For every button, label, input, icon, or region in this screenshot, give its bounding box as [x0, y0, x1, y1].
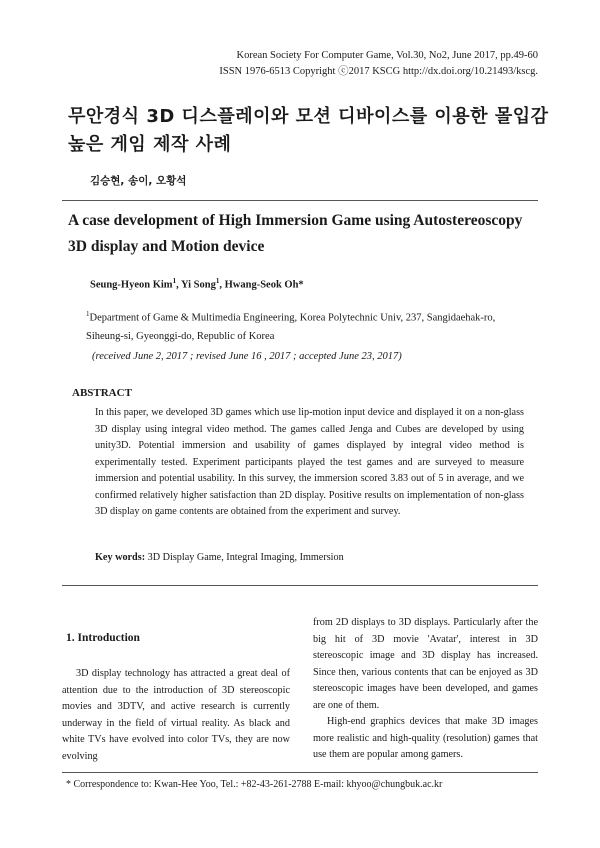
journal-header-line1: Korean Society For Computer Game, Vol.30, No2, June 2017, pp.49-60: [236, 50, 538, 61]
korean-title-line2: 높은 게임 제작 사례: [68, 134, 232, 155]
keywords-label: Key words:: [95, 552, 146, 563]
author-name: Hwang-Seok Oh*: [224, 279, 304, 291]
paragraph: 3D display technology has attracted a great deal of attention due to the introduction of 3D stereoscopic movies and 3DTV, and active research is currently underway in the field of virtual reality. As black and white TVs have evolved into color TVs, they are now evolving: [62, 668, 290, 762]
section-heading-introduction: 1. Introduction: [66, 632, 140, 644]
paragraph: High-end graphics devices that make 3D images more realistic and high-quality (resolution) games that use them are popular among gamers.: [313, 716, 538, 760]
paragraph: from 2D displays to 3D displays. Particularly after the big hit of 3D movie 'Avatar', interest in 3D stereoscopic image and 3D display has increased. Since then, various contents that can be enjoyed as 3D stereoscopic images have been developed, and games are one of them.: [313, 617, 538, 711]
journal-header-line2: ISSN 1976-6513 Copyright ⓒ2017 KSCG http://dx.doi.org/10.21493/kscg.: [219, 66, 538, 77]
english-title: A case development of High Immersion Game using Autostereoscopy 3D display and Motion device: [68, 212, 523, 255]
affiliation: [86, 305, 506, 346]
journal-header: [219, 48, 538, 80]
keywords: [95, 552, 344, 563]
author-affiliation-mark: 1: [215, 277, 220, 285]
abstract-heading: ABSTRACT: [72, 387, 132, 399]
abstract-divider: [62, 585, 538, 586]
title-divider: [62, 200, 538, 201]
korean-authors: 김승현, 송이, 오황석: [90, 175, 187, 187]
footnote-divider: [62, 772, 538, 773]
english-authors: Seung-Hyeon Kim$^1$, Yi Song$^1$, Hwang-Seok Oh*: [90, 277, 304, 291]
author-name: Seung-Hyeon Kim: [90, 279, 173, 291]
abstract-body: In this paper, we developed 3D games which use lip-motion input device and displayed it on a non-glass 3D display using integral video method. The games called Jenga and Cubes are developed by using unity3D. Potential immersion and usability of games displayed by integral video method is experimentally tested. Experiment participants played the test games and are surveyed to measure immersion and potential usability. In this survey, the immersion scored 3.83 out of 5 in average, and we confirmed relatively higher satisfaction than 2D display. Positive results on implementation of non-glass 3D display on game contents are obtained from the experiment and survey.: [95, 407, 524, 517]
affiliation-mark: 1: [86, 310, 90, 318]
author-affiliation-mark: 1: [172, 277, 177, 285]
korean-title: [68, 103, 549, 159]
intro-right-column: [313, 615, 538, 764]
korean-title-line1: 무안경식 3D 디스플레이와 모션 디바이스를 이용한 몰입감: [68, 106, 549, 127]
correspondence-footnote: * Correspondence to: Kwan-Hee Yoo, Tel.: +82-43-261-2788 E-mail: khyoo@chungbuk.ac.kr: [66, 779, 443, 790]
affiliation-text: Department of Game & Multimedia Engineering, Korea Polytechnic Univ, 237, Sangidaehak-ro, Siheung-si, Gyeonggi-do, Republic of Korea: [86, 312, 496, 342]
keywords-text: 3D Display Game, Integral Imaging, Immersion: [147, 552, 344, 563]
received-dates: (received June 2, 2017 ; revised June 16 , 2017 ; accepted June 23, 2017): [92, 351, 402, 362]
intro-left-column: [62, 666, 290, 765]
author-name: Yi Song: [180, 279, 216, 291]
